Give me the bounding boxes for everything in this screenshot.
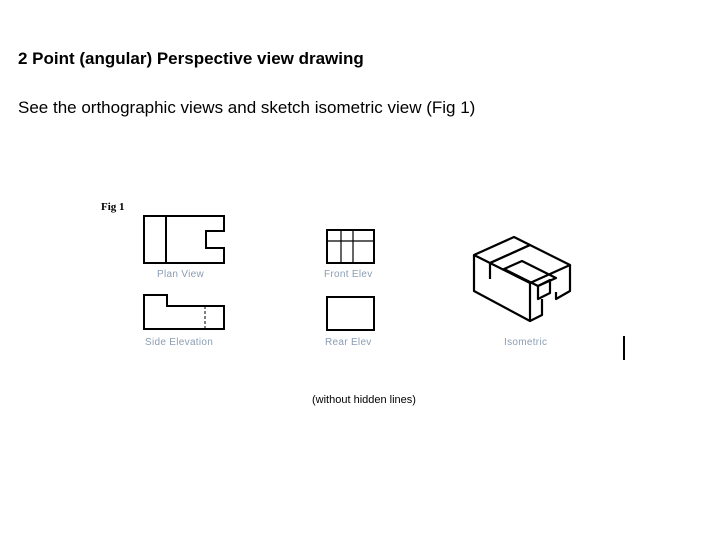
front-elevation-caption: Front Elev: [324, 269, 373, 280]
isometric-caption: Isometric: [504, 337, 548, 348]
rear-elevation-caption: Rear Elev: [325, 337, 372, 348]
side-elevation-caption: Side Elevation: [145, 337, 214, 348]
side-elevation-drawing: [143, 294, 225, 332]
plan-view-drawing: [143, 215, 225, 265]
isometric-drawing: [470, 235, 580, 331]
slide-title: 2 Point (angular) Perspective view drawing: [18, 49, 364, 68]
figure-note: (without hidden lines): [312, 394, 416, 406]
front-elevation-drawing: [326, 229, 376, 265]
plan-view-caption: Plan View: [157, 269, 204, 280]
orthographic-figure: [95, 195, 635, 365]
text-cursor-mark: [623, 336, 625, 360]
figure-label: Fig 1: [101, 201, 125, 213]
instruction-text: See the orthographic views and sketch isometric view (Fig 1): [18, 98, 476, 117]
rear-elevation-drawing: [326, 296, 376, 332]
